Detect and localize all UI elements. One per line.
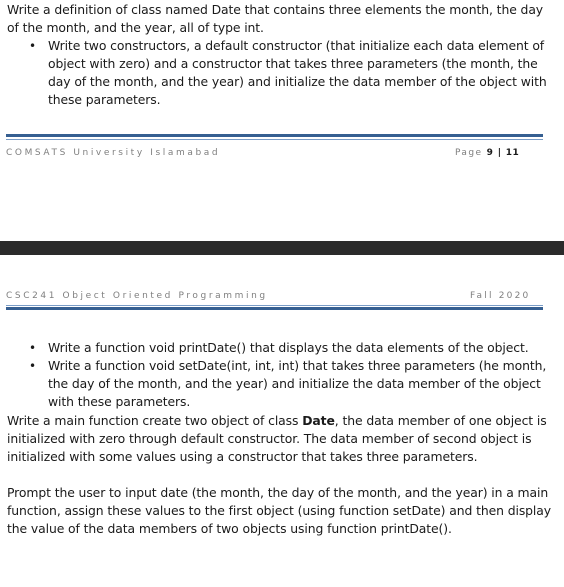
bullet-text: Write a function void printDate() that displays the data elements of the object. <box>48 340 529 355</box>
list-item <box>0 357 560 411</box>
page-total: 11 <box>505 148 520 158</box>
page-break <box>0 241 564 255</box>
bullet-icon: • <box>29 39 36 53</box>
footer-rule-thin <box>6 139 543 140</box>
header-course: CSC241 Object Oriented Programming <box>6 291 268 301</box>
intro-paragraph: Write a definition of class named Date that contains three elements the month, the day of the month, and the year, all of type int. <box>7 2 544 35</box>
header-rule-thin <box>6 305 543 306</box>
page-label: Page <box>455 148 483 158</box>
bullet-text: Write a function void setDate(int, int, int) that takes three parameters (he month, the day of the month, and the year) and initialize the data member of the object with these parameters. <box>48 358 547 409</box>
main-text-after: , the data member of one object is initialized with zero through default constructor. The data member of second object is initialized with some values using a constructor that takes three parameters. <box>7 413 547 464</box>
page-separator: | <box>497 148 502 158</box>
function-bullet-list <box>0 339 560 411</box>
bullet-text: Write two constructors, a default constructor (that initialize each data element of object with zero) and a constructor that takes three parameters (the month, the day of the month, and the year) and initialize the data member of the object with these parameters. <box>48 38 547 107</box>
bullet-icon: • <box>29 341 36 355</box>
page-current: 9 <box>486 148 494 158</box>
footer-rule <box>6 134 543 137</box>
header-rule <box>6 307 543 310</box>
bullet-icon: • <box>29 359 36 373</box>
page-number <box>455 148 519 158</box>
header-term: Fall 2020 <box>470 291 531 301</box>
footer-university: COMSATS University Islamabad <box>6 148 221 158</box>
list-item <box>0 37 560 109</box>
constructor-bullet-list <box>0 37 560 109</box>
main-text-before: Write a main function create two object of class <box>7 413 303 428</box>
main-function-paragraph <box>7 412 555 466</box>
prompt-paragraph: Prompt the user to input date (the month, the day of the month, and the year) in a main function, assign these values to the first object (using function setDate) and then display the value of the data members of two objects using function printDate(). <box>7 485 552 536</box>
list-item <box>0 339 560 357</box>
class-name-bold: Date <box>302 413 335 428</box>
